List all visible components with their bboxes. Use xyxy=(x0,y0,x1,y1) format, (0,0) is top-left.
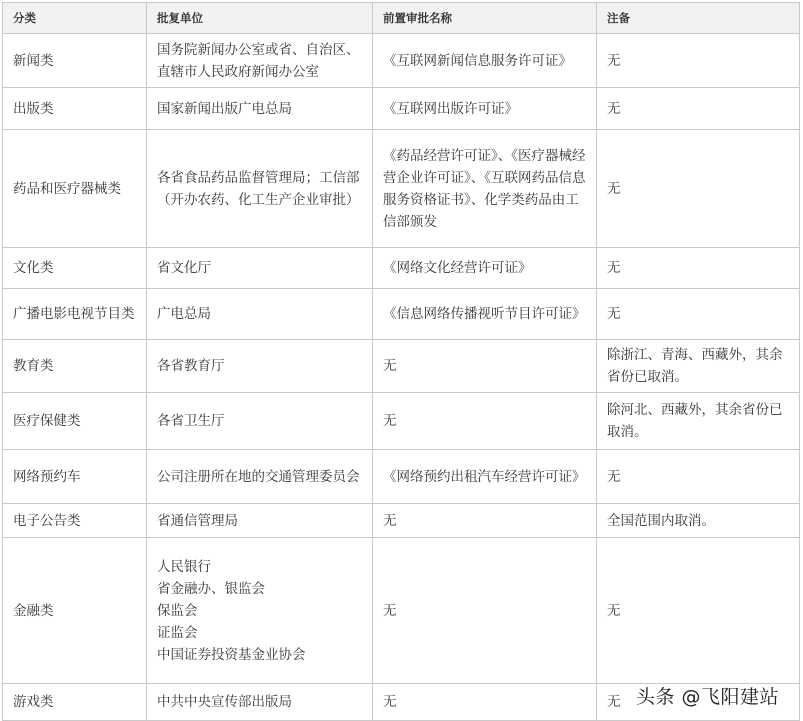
unit-line: 广电总局 xyxy=(157,306,211,322)
cell-units xyxy=(147,130,373,248)
cell-approval: 无 xyxy=(373,684,597,721)
cell-units xyxy=(147,34,373,88)
cell-units xyxy=(147,504,373,538)
cell-approval: 无 xyxy=(373,504,597,538)
cell-note: 无 xyxy=(597,130,800,248)
header-row xyxy=(3,3,800,34)
cell-units xyxy=(147,684,373,721)
cell-category: 药品和医疗器械类 xyxy=(3,130,147,248)
table-row xyxy=(3,130,800,248)
table-row xyxy=(3,248,800,289)
cell-note: 无 xyxy=(597,684,800,721)
cell-category: 网络预约车 xyxy=(3,450,147,504)
cell-note: 无 xyxy=(597,88,800,130)
cell-approval: 无 xyxy=(373,340,597,393)
cell-units xyxy=(147,393,373,450)
cell-approval: 《药品经营许可证》、《医疗器械经营企业许可证》、《互联网药品信息服务资格证书》、化学类药品由工信部颁发 xyxy=(373,130,597,248)
cell-note: 全国范围内取消。 xyxy=(597,504,800,538)
cell-note: 无 xyxy=(597,34,800,88)
table-row xyxy=(3,289,800,340)
cell-units xyxy=(147,538,373,684)
cell-category: 广播电影电视节目类 xyxy=(3,289,147,340)
cell-approval: 《网络预约出租汽车经营许可证》 xyxy=(373,450,597,504)
watermark: 头条 @飞阳建站 xyxy=(636,686,780,708)
cell-units xyxy=(147,340,373,393)
cell-approval: 《信息网络传播视听节目许可证》 xyxy=(373,289,597,340)
cell-approval: 《互联网新闻信息服务许可证》 xyxy=(373,34,597,88)
cell-note: 无 xyxy=(597,289,800,340)
cell-note: 无 xyxy=(597,450,800,504)
cell-category: 新闻类 xyxy=(3,34,147,88)
unit-line: 省通信管理局 xyxy=(157,512,238,529)
header-approval-unit: 批复单位 xyxy=(147,3,373,34)
unit-line: 证监会 xyxy=(157,624,198,641)
cell-category: 医疗保健类 xyxy=(3,393,147,450)
unit-line: 各省卫生厅 xyxy=(157,413,225,429)
cell-note: 无 xyxy=(597,538,800,684)
table-row xyxy=(3,504,800,538)
cell-category: 游戏类 xyxy=(3,684,147,721)
cell-units xyxy=(147,88,373,130)
unit-line: 省文化厅 xyxy=(157,260,211,276)
unit-line: 保监会 xyxy=(157,602,198,619)
cell-approval: 无 xyxy=(373,393,597,450)
cell-approval: 《互联网出版许可证》 xyxy=(373,88,597,130)
unit-line: 省金融办、银监会 xyxy=(157,580,265,597)
cell-units xyxy=(147,248,373,289)
unit-line: 公司注册所在地的交通管理委员会 xyxy=(157,468,360,485)
cell-category: 文化类 xyxy=(3,248,147,289)
unit-line: 中共中央宣传部出版局 xyxy=(157,694,292,710)
unit-line: 各省食品药品监督管理局；工信部（开办农药、化工生产企业审批） xyxy=(157,169,360,208)
table-row xyxy=(3,34,800,88)
header-pre-approval: 前置审批名称 xyxy=(373,3,597,34)
cell-approval: 无 xyxy=(373,538,597,684)
table-row xyxy=(3,538,800,684)
cell-category: 金融类 xyxy=(3,538,147,684)
cell-category: 电子公告类 xyxy=(3,504,147,538)
cell-note: 除河北、西藏外，其余省份已取消。 xyxy=(597,393,800,450)
cell-units xyxy=(147,450,373,504)
header-category: 分类 xyxy=(3,3,147,34)
unit-line: 国家新闻出版广电总局 xyxy=(157,100,292,117)
unit-line: 国务院新闻办公室或省、自治区、直辖市人民政府新闻办公室 xyxy=(157,41,360,80)
unit-line: 人民银行 xyxy=(157,558,211,575)
cell-note: 无 xyxy=(597,248,800,289)
unit-line: 各省教育厅 xyxy=(157,358,225,374)
approval-table xyxy=(2,2,800,721)
table-row xyxy=(3,340,800,393)
cell-category: 教育类 xyxy=(3,340,147,393)
unit-line: 中国证券投资基金业协会 xyxy=(157,646,306,663)
cell-category: 出版类 xyxy=(3,88,147,130)
table-row xyxy=(3,88,800,130)
table-row xyxy=(3,393,800,450)
table-row xyxy=(3,450,800,504)
cell-note: 除浙江、青海、西藏外，其余省份已取消。 xyxy=(597,340,800,393)
cell-approval: 《网络文化经营许可证》 xyxy=(373,248,597,289)
cell-units xyxy=(147,289,373,340)
header-note: 注备 xyxy=(597,3,800,34)
